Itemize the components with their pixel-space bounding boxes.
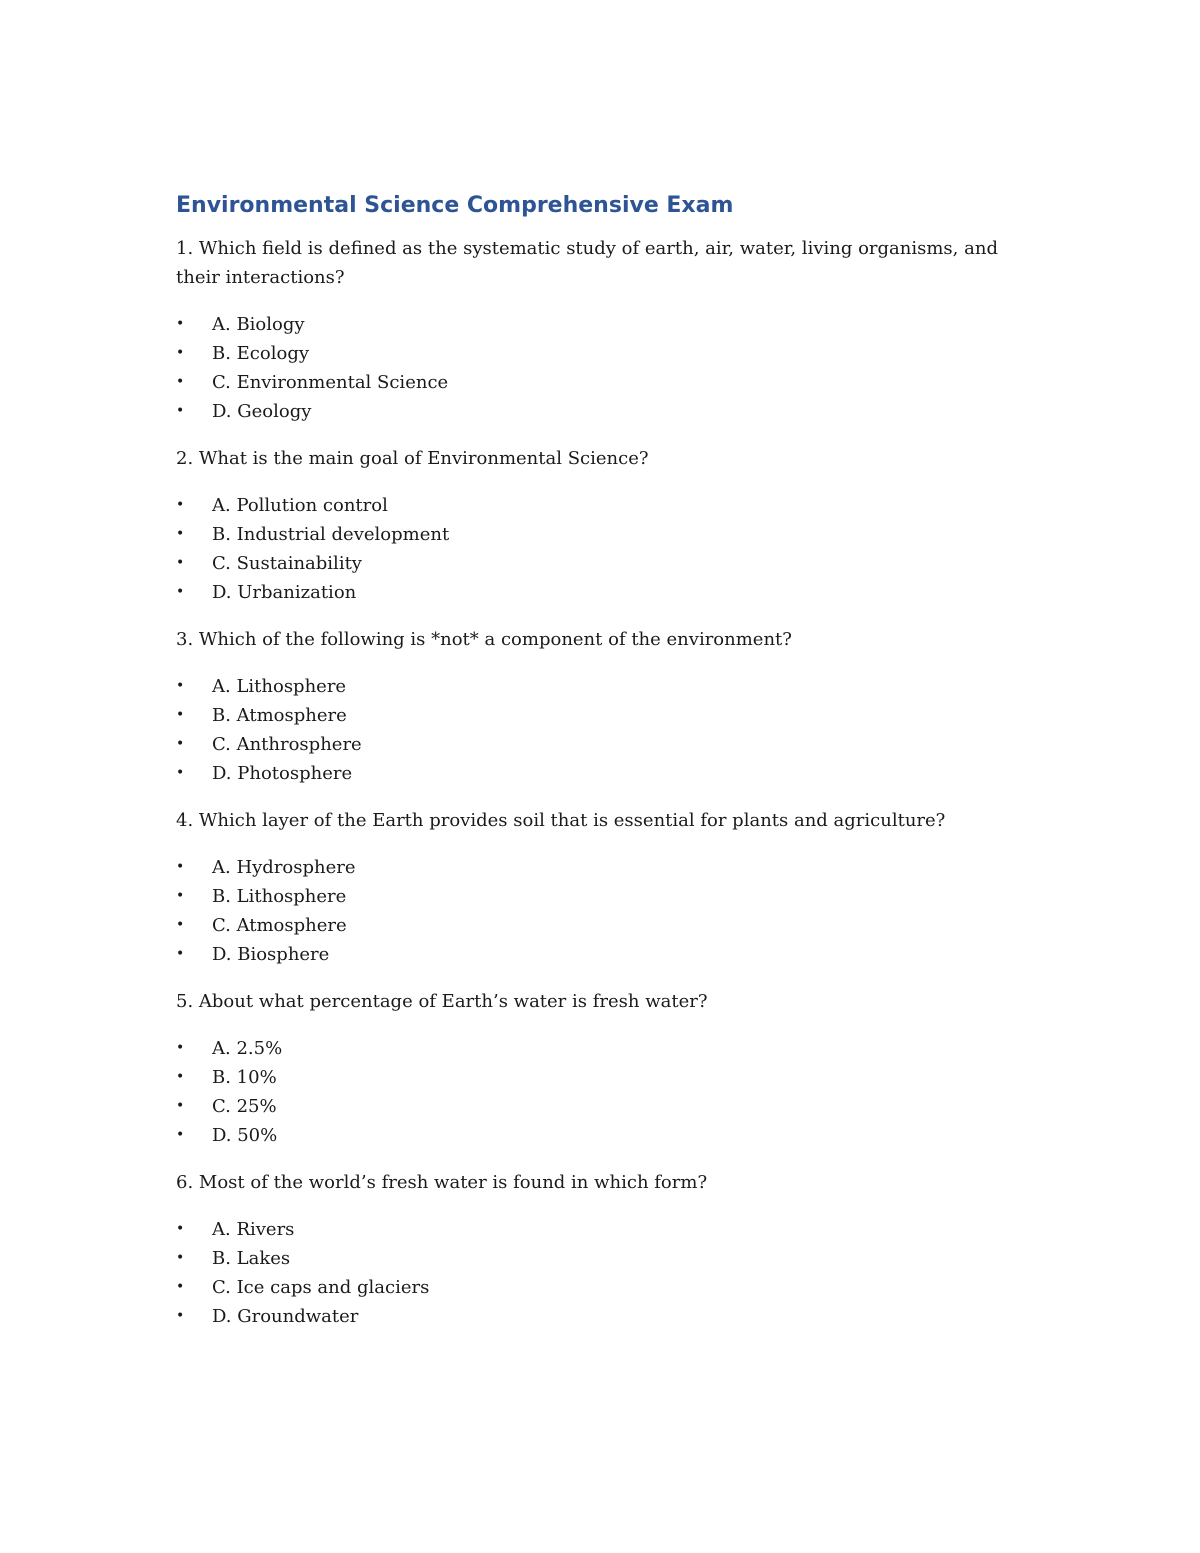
answer-option-label: B. Ecology	[212, 343, 310, 364]
bullet-icon: •	[176, 1098, 185, 1114]
question-list	[176, 234, 1006, 1331]
answer-options	[176, 1215, 1006, 1331]
answer-option-label: B. Lithosphere	[212, 886, 347, 907]
document-title: Environmental Science Comprehensive Exam	[176, 193, 734, 218]
question-block	[176, 806, 1006, 969]
question-text: 3. Which of the following is *not* a component of the environment?	[176, 629, 792, 650]
answer-options	[176, 1034, 1006, 1150]
bullet-icon: •	[176, 555, 185, 571]
answer-option	[176, 911, 1006, 940]
answer-option	[176, 882, 1006, 911]
answer-options	[176, 310, 1006, 426]
bullet-icon: •	[176, 345, 185, 361]
answer-option-label: B. 10%	[212, 1067, 277, 1088]
answer-option	[176, 853, 1006, 882]
document-content	[176, 190, 1006, 1349]
answer-option-label: A. Lithosphere	[212, 676, 347, 697]
answer-options	[176, 853, 1006, 969]
question-text: 5. About what percentage of Earth’s water is fresh water?	[176, 991, 708, 1012]
bullet-icon: •	[176, 1069, 185, 1085]
answer-option	[176, 1244, 1006, 1273]
bullet-icon: •	[176, 736, 185, 752]
answer-option-label: A. Biology	[212, 314, 305, 335]
answer-option-label: D. Groundwater	[212, 1306, 359, 1327]
bullet-icon: •	[176, 403, 185, 419]
answer-options	[176, 491, 1006, 607]
bullet-icon: •	[176, 1279, 185, 1295]
bullet-icon: •	[176, 374, 185, 390]
bullet-icon: •	[176, 1250, 185, 1266]
answer-option	[176, 1273, 1006, 1302]
bullet-icon: •	[176, 497, 185, 513]
answer-option-label: B. Atmosphere	[212, 705, 347, 726]
answer-option-label: D. 50%	[212, 1125, 278, 1146]
bullet-icon: •	[176, 707, 185, 723]
answer-option	[176, 1092, 1006, 1121]
question-block	[176, 444, 1006, 607]
question-text: 4. Which layer of the Earth provides soil that is essential for plants and agriculture?	[176, 810, 946, 831]
answer-option-label: C. Environmental Science	[212, 372, 449, 393]
question-block	[176, 625, 1006, 788]
answer-options	[176, 672, 1006, 788]
answer-option-label: D. Urbanization	[212, 582, 357, 603]
answer-option-label: C. Sustainability	[212, 553, 362, 574]
answer-option-label: A. Rivers	[212, 1219, 295, 1240]
bullet-icon: •	[176, 584, 185, 600]
answer-option	[176, 672, 1006, 701]
bullet-icon: •	[176, 316, 185, 332]
answer-option-label: A. 2.5%	[212, 1038, 283, 1059]
question-text: 2. What is the main goal of Environmental Science?	[176, 448, 649, 469]
answer-option	[176, 520, 1006, 549]
bullet-icon: •	[176, 946, 185, 962]
answer-option-label: B. Industrial development	[212, 524, 450, 545]
answer-option	[176, 759, 1006, 788]
bullet-icon: •	[176, 859, 185, 875]
answer-option-label: C. Atmosphere	[212, 915, 347, 936]
answer-option	[176, 940, 1006, 969]
answer-option	[176, 730, 1006, 759]
answer-option	[176, 310, 1006, 339]
bullet-icon: •	[176, 1040, 185, 1056]
question-text: 1. Which field is defined as the systematic study of earth, air, water, living organisms, and their interactions?	[176, 238, 998, 288]
bullet-icon: •	[176, 1127, 185, 1143]
answer-option	[176, 1063, 1006, 1092]
answer-option-label: A. Pollution control	[212, 495, 388, 516]
bullet-icon: •	[176, 1221, 185, 1237]
answer-option-label: A. Hydrosphere	[212, 857, 356, 878]
answer-option-label: C. Ice caps and glaciers	[212, 1277, 430, 1298]
bullet-icon: •	[176, 526, 185, 542]
answer-option	[176, 1121, 1006, 1150]
answer-option	[176, 1215, 1006, 1244]
answer-option	[176, 397, 1006, 426]
answer-option-label: D. Biosphere	[212, 944, 330, 965]
bullet-icon: •	[176, 1308, 185, 1324]
bullet-icon: •	[176, 888, 185, 904]
question-block	[176, 234, 1006, 426]
answer-option	[176, 368, 1006, 397]
answer-option-label: B. Lakes	[212, 1248, 291, 1269]
answer-option-label: D. Photosphere	[212, 763, 353, 784]
answer-option	[176, 578, 1006, 607]
answer-option	[176, 701, 1006, 730]
answer-option-label: C. 25%	[212, 1096, 277, 1117]
answer-option-label: C. Anthrosphere	[212, 734, 362, 755]
question-block	[176, 1168, 1006, 1331]
answer-option-label: D. Geology	[212, 401, 312, 422]
question-text: 6. Most of the world’s fresh water is found in which form?	[176, 1172, 708, 1193]
bullet-icon: •	[176, 917, 185, 933]
answer-option	[176, 339, 1006, 368]
answer-option	[176, 1302, 1006, 1331]
answer-option	[176, 491, 1006, 520]
answer-option	[176, 549, 1006, 578]
question-block	[176, 987, 1006, 1150]
bullet-icon: •	[176, 678, 185, 694]
answer-option	[176, 1034, 1006, 1063]
bullet-icon: •	[176, 765, 185, 781]
